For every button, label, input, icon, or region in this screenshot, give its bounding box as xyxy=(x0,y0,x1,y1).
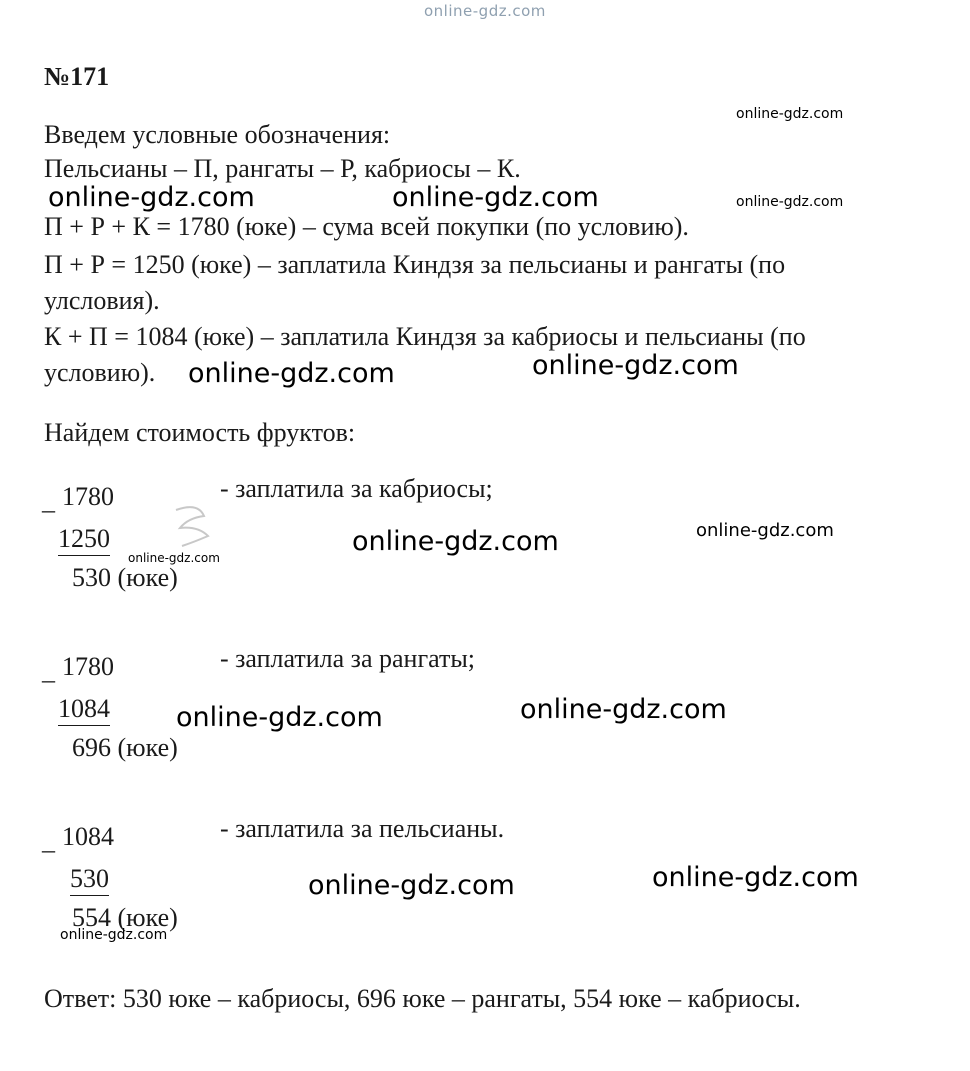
result: 530 (юке) xyxy=(72,563,178,592)
intro-line-1: Введем условные обозначения: xyxy=(44,120,391,149)
watermark: online-gdz.com xyxy=(176,702,383,733)
scribble-mark-icon xyxy=(168,500,214,552)
watermark: online-gdz.com xyxy=(652,862,859,893)
result: 696 (юке) xyxy=(72,733,178,762)
minuend: 1780 xyxy=(62,652,114,681)
intro-line-5: улсловия). xyxy=(44,286,160,315)
find-heading: Найдем стоимость фруктов: xyxy=(44,418,356,447)
watermark: online-gdz.com xyxy=(352,526,559,557)
calc-description: - заплатила за рангаты; xyxy=(220,644,476,673)
subtrahend: 1250 xyxy=(58,524,110,556)
minus-sign: _ xyxy=(42,826,55,855)
top-watermark: online-gdz.com xyxy=(424,2,546,20)
calc-description: - заплатила за пельсианы. xyxy=(220,814,505,843)
problem-number: №171 xyxy=(44,62,110,91)
watermark: online-gdz.com xyxy=(736,194,844,210)
subtrahend: 1084 xyxy=(58,694,110,726)
watermark: online-gdz.com xyxy=(520,694,727,725)
intro-line-6: К + П = 1084 (юке) – заплатила Киндзя за кабриосы и пельсианы (по xyxy=(44,322,806,351)
calc-description: - заплатила за кабриосы; xyxy=(220,474,493,503)
watermark: online-gdz.com xyxy=(188,358,395,389)
intro-line-4: П + Р = 1250 (юке) – заплатила Киндзя за пельсианы и рангаты (по xyxy=(44,250,786,279)
watermark: online-gdz.com xyxy=(532,350,739,381)
watermark: online-gdz.com xyxy=(736,106,844,122)
minus-sign: _ xyxy=(42,486,55,515)
watermark: online-gdz.com xyxy=(308,870,515,901)
intro-line-3: П + Р + К = 1780 (юке) – сума всей покупки (по условию). xyxy=(44,212,689,241)
minuend: 1084 xyxy=(62,822,114,851)
watermark: online-gdz.com xyxy=(128,551,220,565)
subtrahend: 530 xyxy=(70,864,109,896)
minus-sign: _ xyxy=(42,656,55,685)
intro-line-2: Пельсианы – П, рангаты – Р, кабриосы – К. xyxy=(44,154,521,183)
minuend: 1780 xyxy=(62,482,114,511)
watermark: online-gdz.com xyxy=(392,182,599,213)
answer: Ответ: 530 юке – кабриосы, 696 юке – рангаты, 554 юке – кабриосы. xyxy=(44,984,801,1013)
result: 554 (юке) xyxy=(72,903,178,932)
intro-line-7: условию). xyxy=(44,358,156,387)
watermark: online-gdz.com xyxy=(48,182,255,213)
watermark: online-gdz.com xyxy=(60,927,168,943)
watermark: online-gdz.com xyxy=(696,520,834,541)
